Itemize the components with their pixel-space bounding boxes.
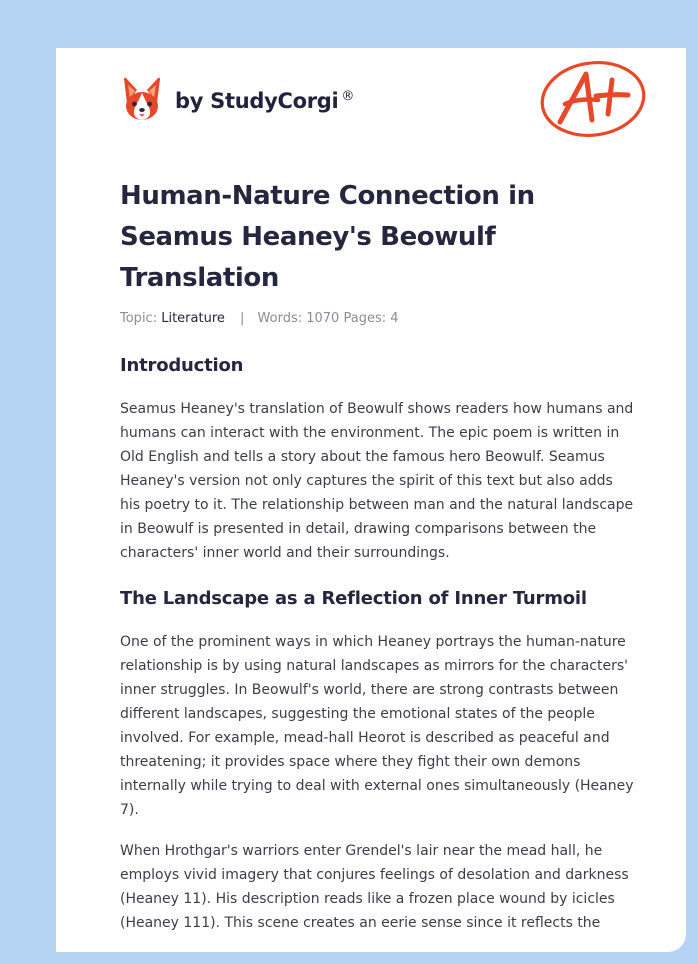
brand-name: by StudyCorgi ®: [175, 89, 355, 113]
page-title: Human-Nature Connection in Seamus Heaney's Beowulf Translation: [120, 181, 535, 293]
paragraph: When Hrothgar's warriors enter Grendel's lair near the mead hall, he employs vivid imagery that conjures feelings of desolation and darkness (Heaney 11). His description reads like a frozen place wound by icicles (Heaney 111). This scene creates an eerie sense since it reflects the: [120, 843, 629, 931]
document-page: [56, 48, 686, 952]
a-plus-grade-icon: [538, 58, 648, 140]
page-count: Pages: 4: [343, 311, 399, 326]
topic-label: Topic:: [120, 311, 158, 326]
corgi-icon: [122, 76, 162, 122]
logo[interactable]: [122, 76, 354, 122]
word-count: Words: 1070: [257, 311, 340, 326]
topic-link[interactable]: Literature: [161, 311, 225, 326]
article-meta: [120, 311, 399, 326]
article-body: [120, 348, 636, 935]
section-heading-landscape: The Landscape as a Reflection of Inner Turmoil: [120, 588, 587, 609]
registered-mark: ®: [341, 89, 355, 104]
section-heading-introduction: Introduction: [120, 355, 244, 376]
paragraph: One of the prominent ways in which Heaney portrays the human-nature relationship is by using natural landscapes as mirrors for the characters' inner struggles. In Beowulf's world, there are strong contrasts between different landscapes, suggesting the emotional states of the people involved. For example, mead-hall Heorot is described as peaceful and threatening; it provides space where they fight their own demons internally while trying to deal with external ones simultaneously (Heaney 7).: [120, 634, 634, 818]
paragraph: Seamus Heaney's translation of Beowulf shows readers how humans and humans can interact with the environment. The epic poem is written in Old English and tells a story about the famous hero Beowulf. Seamus Heaney's version not only captures the spirit of this text but also adds his poetry to it. The relationship between man and the natural landscape in Beowulf is presented in detail, drawing comparisons between the characters' inner world and their surroundings.: [120, 401, 634, 561]
meta-separator: |: [240, 311, 245, 326]
